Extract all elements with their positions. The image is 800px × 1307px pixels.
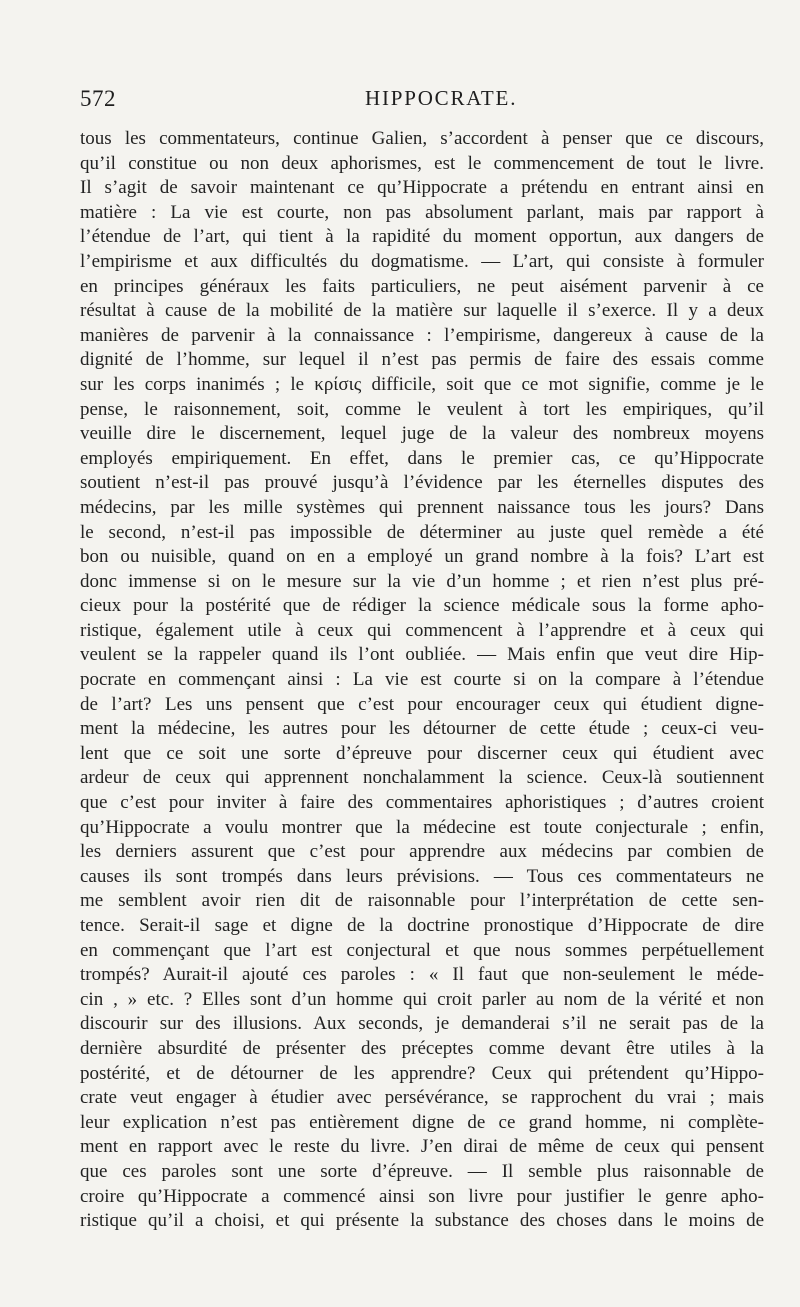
text-line: matière : La vie est courte, non pas absolument parlant, mais par rapport à [80, 201, 764, 223]
text-line: me semblent avoir rien dit de raisonnable pour l’interprétation de cette sen- [80, 890, 764, 912]
text-line: dignité de l’homme, sur lequel il n’est pas permis de faire des essais comme [80, 349, 764, 371]
text-line: en commençant que l’art est conjectural et que nous sommes perpétuellement [80, 939, 764, 961]
text-line: cin , » etc. ? Elles sont d’un homme qui croit parler au nom de la vérité et non [80, 988, 764, 1010]
text-line: tence. Serait-il sage et digne de la doctrine pronostique d’Hippocrate de dire [80, 915, 764, 936]
text-line: postérité, et de détourner de les apprendre? Ceux qui prétendent qu’Hippo- [80, 1062, 764, 1084]
text-line: discourir sur des illusions. Aux seconds, je demanderai s’il ne serait pas de la [80, 1013, 764, 1035]
page-number: 572 [80, 86, 116, 111]
text-line: croire qu’Hippocrate a commencé ainsi son livre pour justifier le genre apho- [80, 1185, 764, 1207]
text-line: leur explication n’est pas entièrement digne de ce grand homme, ni complète- [80, 1111, 764, 1133]
text-line: soutient n’est-il pas prouvé jusqu’à l’évidence par les éternelles disputes des [80, 472, 764, 494]
text-line: veulent se la rappeler quand ils l’ont oubliée. — Mais enfin que veut dire Hip- [80, 644, 764, 666]
text-line: causes ils sont trompés dans leurs prévisions. — Tous ces commentateurs ne [80, 865, 764, 887]
text-line: sur les corps inanimés ; le κρίσις difficile, soit que ce mot signifie, comme je le [80, 373, 764, 395]
text-line: Il s’agit de savoir maintenant ce qu’Hippocrate a prétendu en entrant ainsi en [80, 177, 764, 199]
text-line: que c’est pour inviter à faire des commentaires aphoristiques ; d’autres croient [80, 792, 764, 814]
text-line: médecins, par les mille systèmes qui prennent naissance tous les jours? Dans [80, 496, 764, 518]
text-line: résultat à cause de la mobilité de la matière sur laquelle il s’exerce. Il y a deux [80, 300, 764, 322]
text-line: qu’Hippocrate a voulu montrer que la médecine est toute conjecturale ; enfin, [80, 816, 764, 838]
text-line: dernière absurdité de présenter des préceptes comme devant être utiles à la [80, 1037, 764, 1059]
text-line: pense, le raisonnement, soit, comme le veulent à tort les empiriques, qu’il [80, 398, 764, 420]
text-line: tous les commentateurs, continue Galien, s’accordent à penser que ce discours, [80, 128, 764, 149]
text-line: le second, n’est-il pas impossible de déterminer au juste quel remède a été [80, 521, 764, 543]
running-title: HIPPOCRATE. [365, 86, 518, 110]
text-line: ment la médecine, les autres pour les détourner de cette étude ; ceux-ci veu- [80, 718, 764, 740]
text-line: pocrate en commençant ainsi : La vie est courte si on la compare à l’étendue [80, 669, 764, 691]
text-line: crate veut engager à étudier avec persévérance, se rapprochent du vrai ; mais [80, 1087, 764, 1109]
text-line: employés empiriquement. En effet, dans le premier cas, ce qu’Hippocrate [80, 447, 764, 469]
text-line: ment en rapport avec le reste du livre. J’en dirai de même de ceux qui pensent [80, 1136, 764, 1158]
text-line: lent que ce soit une sorte d’épreuve pour discerner ceux qui étudient avec [80, 742, 764, 764]
text-line: bon ou nuisible, quand on en a employé un grand nombre à la fois? L’art est [80, 546, 764, 568]
text-line: qu’il constitue ou non deux aphorismes, est le commencement de tout le livre. [80, 152, 764, 174]
text-line: les derniers assurent que c’est pour apprendre aux médecins par combien de [80, 841, 764, 863]
text-line: de l’art? Les uns pensent que c’est pour encourager ceux qui étudient digne- [80, 693, 764, 715]
text-line: l’étendue de l’art, qui tient à la rapidité du moment opportun, aux dangers de [80, 226, 764, 248]
text-line: l’empirisme et aux difficultés du dogmatisme. — L’art, qui consiste à formuler [80, 250, 764, 272]
text-line: cieux pour la postérité que de rédiger la science médicale sous la forme apho- [80, 595, 764, 617]
text-line: manières de parvenir à la connaissance : l’empirisme, dangereux à cause de la [80, 324, 764, 346]
page-header [80, 86, 764, 116]
text-line: donc immense si on le mesure sur la vie d’un homme ; et rien n’est plus pré- [80, 570, 764, 592]
text-line: ristique qu’il a choisi, et qui présente la substance des choses dans le moins de [80, 1210, 764, 1232]
text-line: ristique, également utile à ceux qui commencent à l’apprendre et à ceux qui [80, 619, 764, 641]
text-line: veuille dire le discernement, lequel juge de la valeur des nombreux moyens [80, 423, 764, 445]
body-text [80, 127, 764, 1234]
text-line: que ces paroles sont une sorte d’épreuve. — Il semble plus raisonnable de [80, 1160, 764, 1182]
text-line: ardeur de ceux qui apprennent nonchalamment la science. Ceux-là soutiennent [80, 767, 764, 789]
text-line: en principes généraux les faits particuliers, ne peut aisément parvenir à ce [80, 275, 764, 297]
text-line: trompés? Aurait-il ajouté ces paroles : « Il faut que non-seulement le méde- [80, 964, 764, 986]
